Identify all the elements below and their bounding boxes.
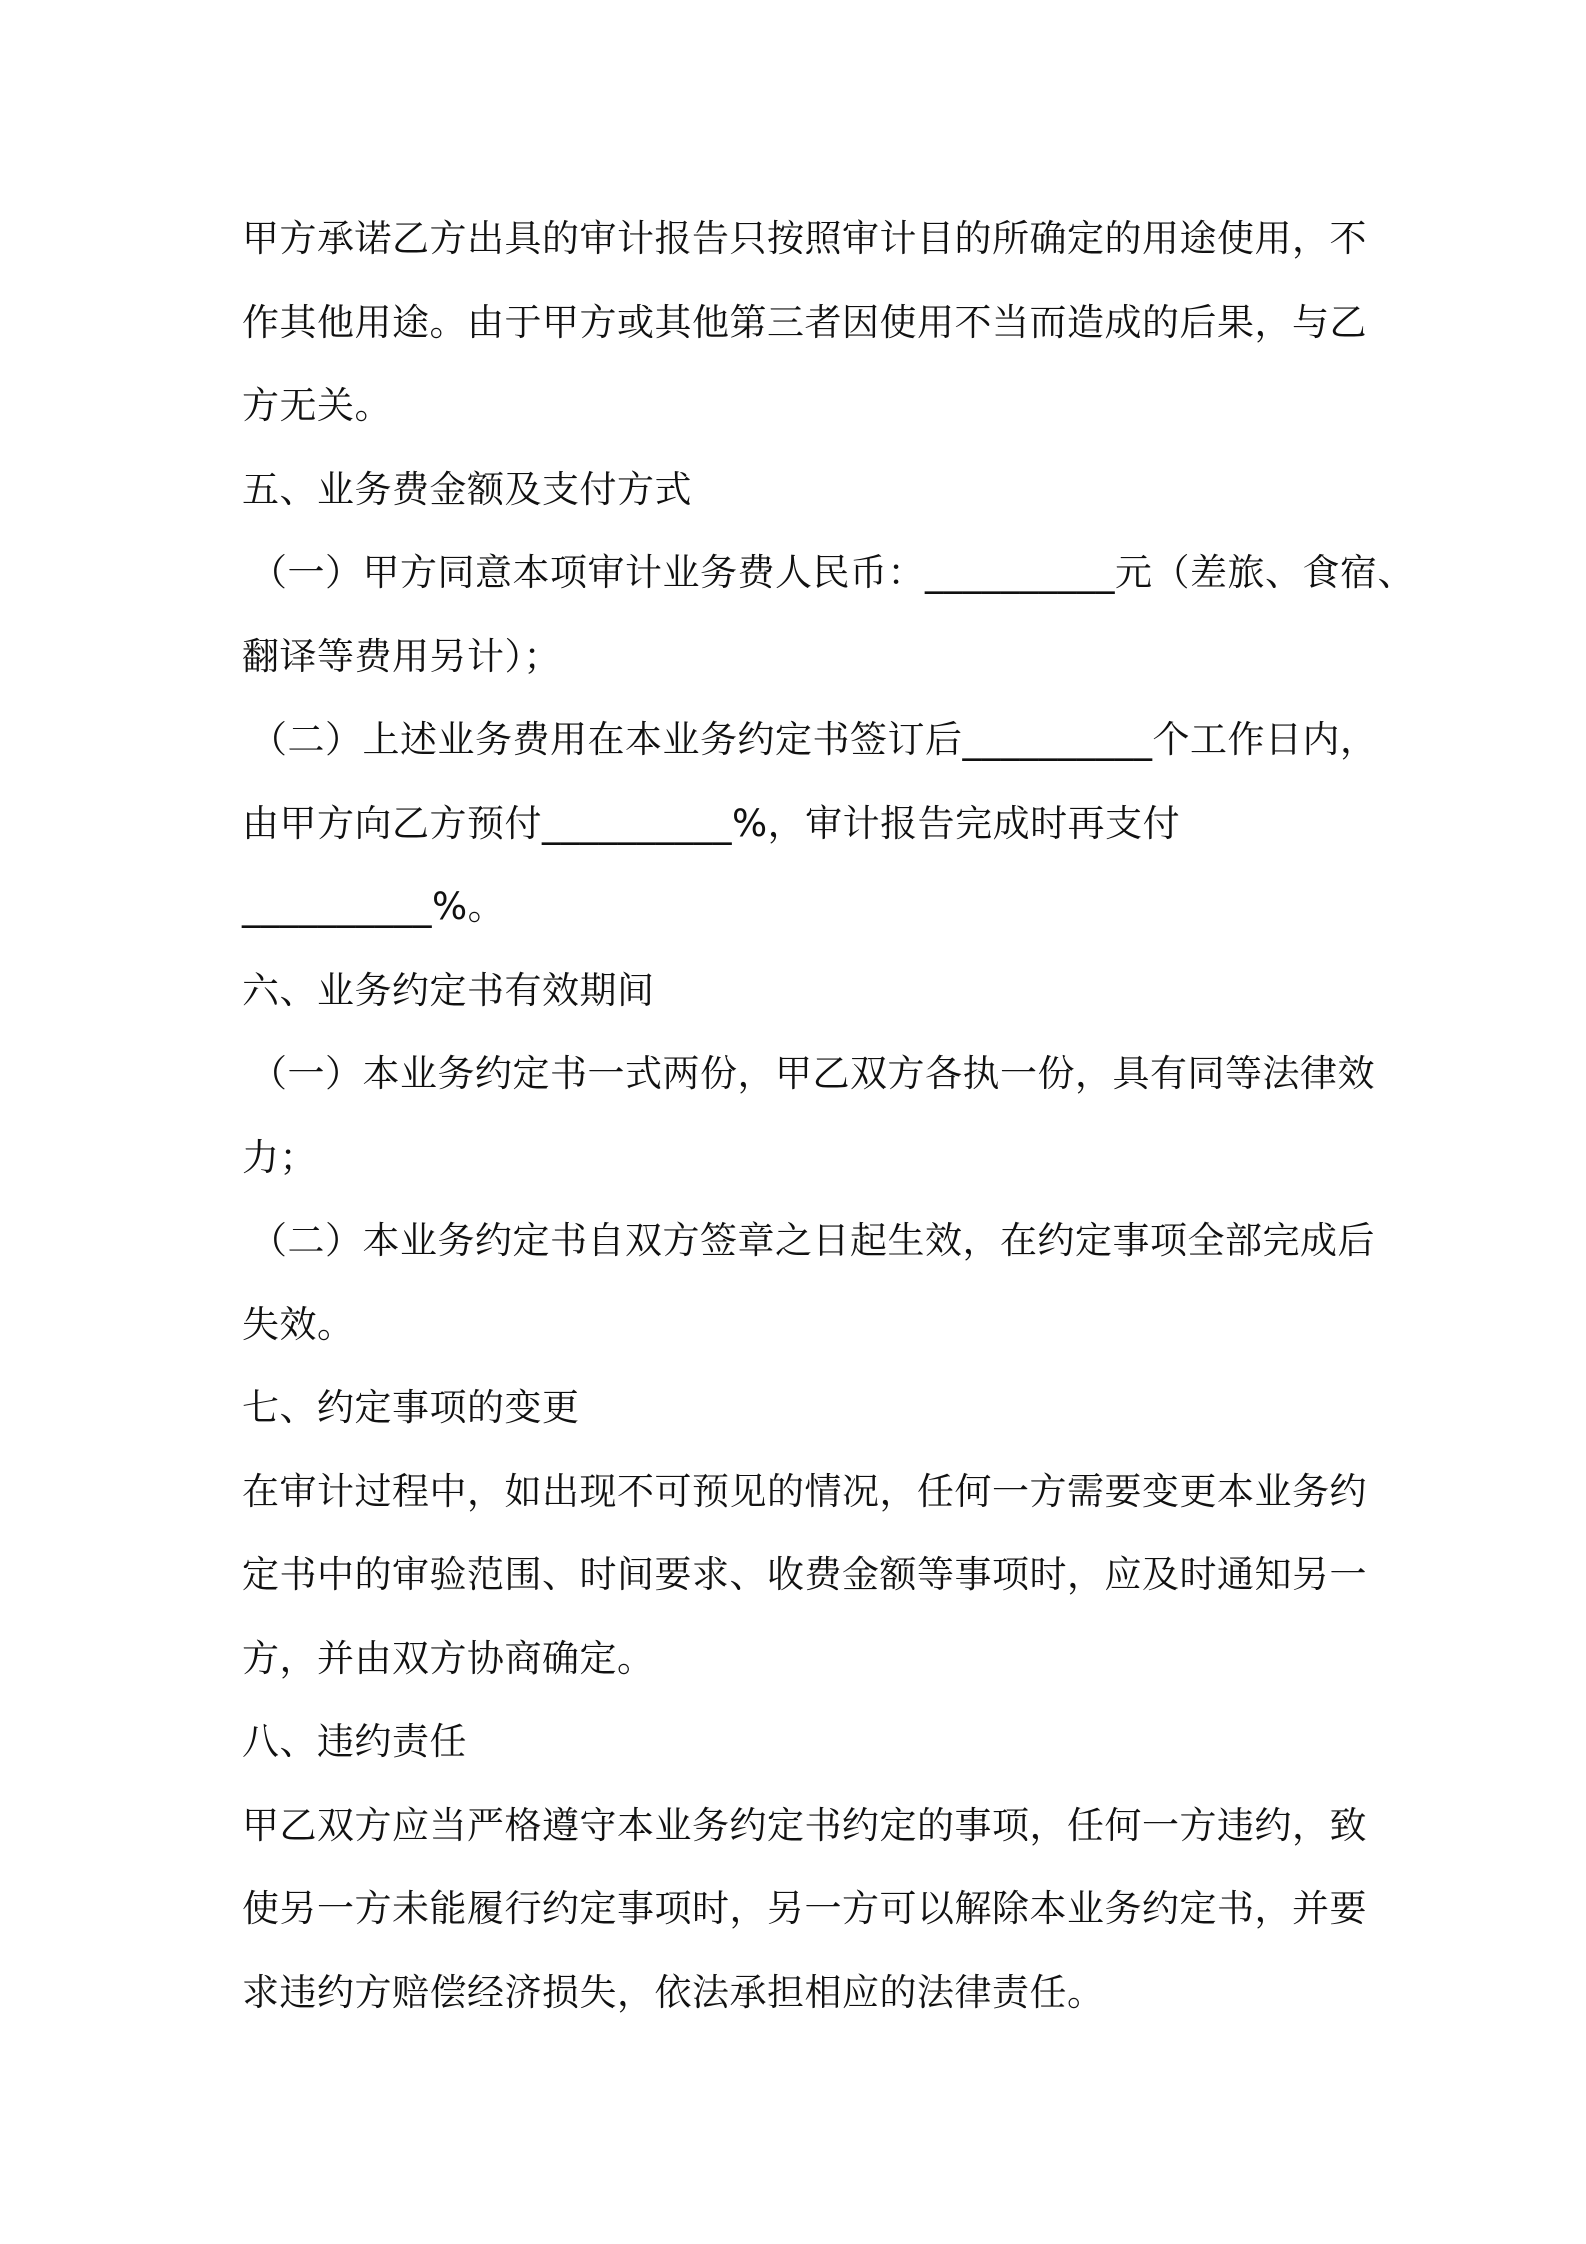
paragraph-line: 作其他用途。由于甲方或其他第三者因使用不当而造成的后果，与乙 bbox=[242, 300, 1367, 344]
clause-line: 由甲方向乙方预付__________%，审计报告完成时再支付 bbox=[242, 801, 1181, 845]
clause-line: __________%。 bbox=[242, 885, 506, 928]
paragraph-line: 在审计过程中，如出现不可预见的情况，任何一方需要变更本业务约 bbox=[242, 1469, 1367, 1513]
clause-line: （二）本业务约定书自双方签章之日起生效，在约定事项全部完成后 bbox=[250, 1219, 1375, 1262]
clause-line: （二）上述业务费用在本业务约定书签订后__________个工作日内， bbox=[250, 718, 1378, 761]
clause-line: （一）本业务约定书一式两份，甲乙双方各执一份，具有同等法律效 bbox=[250, 1052, 1375, 1095]
section-heading-6: 六、业务约定书有效期间 bbox=[242, 968, 655, 1012]
paragraph-line: 甲乙双方应当严格遵守本业务约定书约定的事项，任何一方违约，致 bbox=[242, 1803, 1367, 1847]
section-heading-8: 八、违约责任 bbox=[242, 1720, 467, 1763]
clause-line: 力； bbox=[242, 1135, 317, 1179]
paragraph-line: 方无关。 bbox=[242, 384, 392, 427]
paragraph-line: 方，并由双方协商确定。 bbox=[242, 1636, 655, 1680]
section-heading-5: 五、业务费金额及支付方式 bbox=[242, 467, 692, 511]
clause-line: 翻译等费用另计）； bbox=[242, 634, 561, 678]
paragraph-line: 求违约方赔偿经济损失，依法承担相应的法律责任。 bbox=[242, 1970, 1105, 2014]
document-body bbox=[242, 197, 1415, 2034]
section-heading-7: 七、约定事项的变更 bbox=[242, 1386, 580, 1429]
paragraph-line: 使另一方未能履行约定事项时，另一方可以解除本业务约定书，并要 bbox=[242, 1887, 1367, 1930]
paragraph-line: 甲方承诺乙方出具的审计报告只按照审计目的所确定的用途使用，不 bbox=[242, 217, 1367, 260]
clause-line: 失效。 bbox=[242, 1302, 355, 1346]
clause-line: （一）甲方同意本项审计业务费人民币：__________元（差旅、食宿、 bbox=[250, 551, 1415, 594]
paragraph-line: 定书中的审验范围、时间要求、收费金额等事项时，应及时通知另一 bbox=[242, 1553, 1367, 1596]
